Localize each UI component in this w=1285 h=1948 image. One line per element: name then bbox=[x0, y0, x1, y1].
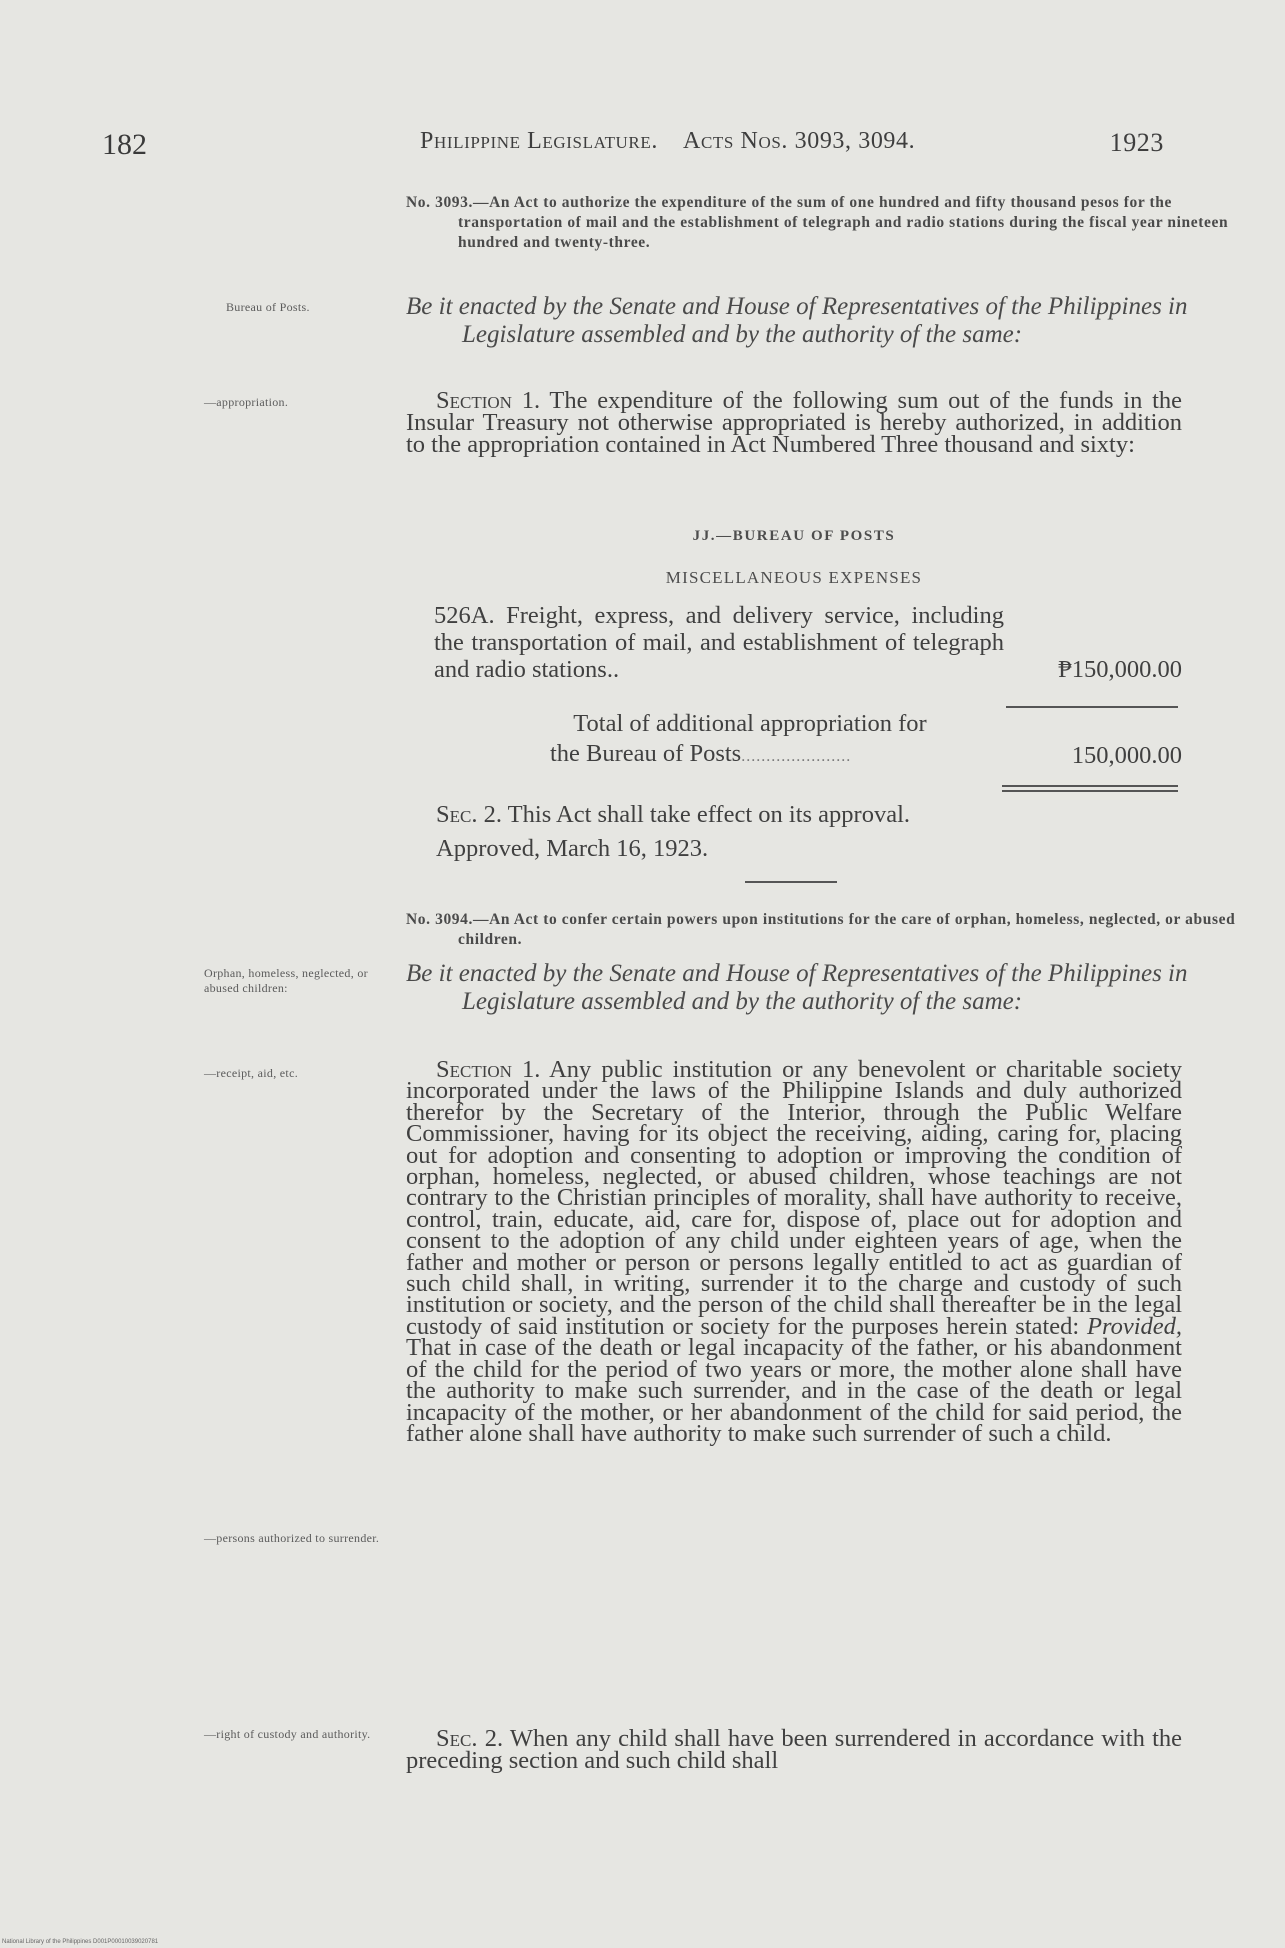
leader-dots: ...................... bbox=[741, 748, 852, 765]
act-3093-number: No. 3093. bbox=[406, 194, 473, 211]
section-label: Sec. 2. bbox=[436, 801, 502, 828]
scan-source-note: National Library of the Philippines D001P00010039020781 bbox=[2, 1939, 159, 1945]
heading-misc-expenses: MISCELLANEOUS EXPENSES bbox=[665, 568, 923, 587]
heading-bureau-of-posts: JJ.—BUREAU OF POSTS bbox=[692, 528, 896, 544]
running-title: Philippine Legislature. bbox=[420, 128, 658, 154]
section-label: Section 1. bbox=[436, 1056, 541, 1083]
amount-underline bbox=[1006, 706, 1178, 708]
act-3094-section-1 bbox=[406, 1056, 1183, 1447]
acts-label: Acts Nos. 3093, 3094. bbox=[683, 128, 916, 154]
total-double-rule-bottom bbox=[1002, 790, 1178, 792]
margin-right-of-custody: —right of custody and authority. bbox=[204, 1727, 371, 1741]
act-3094-title bbox=[404, 910, 1238, 950]
margin-receipt-aid: —receipt, aid, etc. bbox=[204, 1066, 298, 1080]
act-3094-title-text: —An Act to confer certain powers upon institutions for the care of orphan, homeless, neglected, or abused children. bbox=[458, 911, 1236, 948]
appropriation-item: 526A. Freight, express, and delivery service, including the transportation of mail, and establishment of telegraph and radio stations.. bbox=[434, 602, 1004, 683]
margin-appropriation: —appropriation. bbox=[204, 395, 289, 409]
section-text: The expenditure of the following sum out of the funds in the Insular Treasury not otherwise appropriated is hereby authorized, in addition to the appropriation contained in Act Numbered Three thousand and sixty: bbox=[406, 387, 1183, 458]
act-3093-section-1 bbox=[406, 387, 1183, 458]
total-text-line-2 bbox=[550, 740, 1010, 770]
margin-orphan-children: Orphan, homeless, neglected, or abused children: bbox=[204, 966, 368, 995]
section-text: When any child shall have been surrendered in accordance with the preceding section and such child shall bbox=[406, 1725, 1182, 1774]
page-number: 182 bbox=[102, 128, 147, 161]
section-divider bbox=[745, 881, 837, 883]
act-3093-enacting-clause: Be it enacted by the Senate and House of Representatives of the Philippines in Legislature assembled and by the authority of the same: bbox=[406, 293, 1188, 348]
total-double-rule-top bbox=[1002, 785, 1178, 787]
act-3093-section-2 bbox=[406, 800, 1182, 830]
act-3093-title-text: —An Act to authorize the expenditure of the sum of one hundred and fifty thousand pesos for the transportation of mail and the establishment of telegraph and radio stations during the fiscal year nineteen hundred and twenty-three. bbox=[458, 194, 1229, 251]
running-head bbox=[420, 128, 1164, 158]
margin-bureau-of-posts: Bureau of Posts. bbox=[226, 300, 310, 314]
act-3094-enacting-clause: Be it enacted by the Senate and House of Representatives of the Philippines in Legislature assembled and by the authority of the same: bbox=[406, 960, 1188, 1015]
section-label: Section 1. bbox=[436, 387, 541, 414]
margin-persons-authorized: —persons authorized to surrender. bbox=[204, 1531, 380, 1545]
provided-word: Provided, bbox=[1086, 1312, 1183, 1340]
act-3093-approved: Approved, March 16, 1923. bbox=[436, 835, 709, 862]
act-3093-title bbox=[404, 193, 1238, 253]
total-text-line-1: Total of additional appropriation for bbox=[573, 710, 927, 737]
act-3094-section-2 bbox=[406, 1725, 1182, 1774]
act-3094-number: No. 3094. bbox=[406, 911, 473, 928]
section-text: This Act shall take effect on its approval. bbox=[507, 801, 910, 828]
section-text-part-b: That in case of the death or legal incapacity of the father, or his abandonment of the child for the period of two years or more, the mother alone shall have the authority to make such surrender, and in the case of the death or legal incapacity of the mother, or her abandonment of the child for said period, the father alone shall have authority to make such surrender of such a child. bbox=[406, 1334, 1182, 1447]
total-amount: 150,000.00 bbox=[1071, 742, 1182, 769]
item-amount: ₱150,000.00 bbox=[1058, 656, 1182, 683]
total-label: the Bureau of Posts bbox=[550, 740, 742, 767]
header-year: 1923 bbox=[1109, 128, 1164, 157]
section-label: Sec. 2. bbox=[436, 1725, 504, 1752]
section-text-part-a: Any public institution or any benevolent or charitable society incorporated under the laws of the Philippine Islands and duly authorized therefor by the Secretary of the Interior, through the Public Welfare Commissioner, having for its object the receiving, aiding, caring for, placing out for adoption and consenting to adoption or improving the condition of orphan, homeless, neglected, or abused children, whose teachings are not contrary to the Christian principles of morality, shall have authority to receive, control, train, educate, aid, care for, dispose of, place out for adoption and consent to the adoption of any child under eighteen years of age, when the father and mother or person or persons legally entitled to act as guardian of such child shall, in writing, surrender it to the charge and custody of such institution or society, and the person of the child shall thereafter be in the legal custody of said institution or society for the purposes herein stated: bbox=[406, 1056, 1182, 1340]
